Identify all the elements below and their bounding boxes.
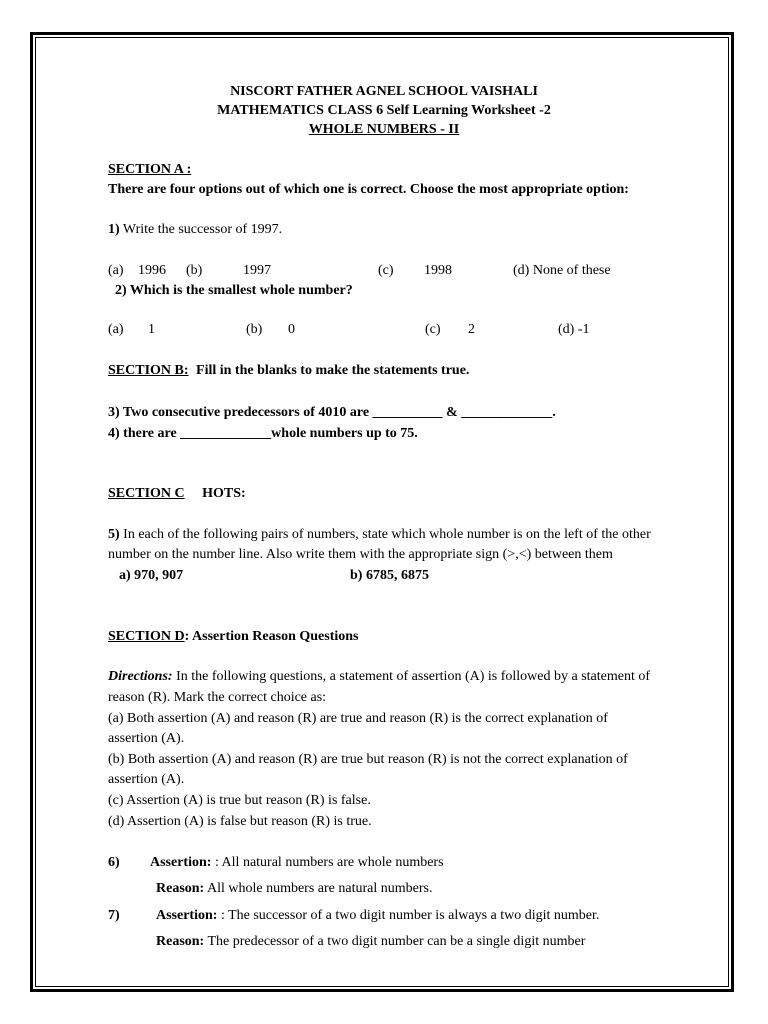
question-6-reason	[156, 881, 432, 897]
question-2	[115, 283, 353, 299]
q1-option-b-label: (b)	[186, 263, 203, 278]
question-2-number: 2)	[115, 283, 127, 298]
question-1	[108, 222, 282, 238]
question-5-part-a: a) 970, 907	[119, 568, 184, 583]
question-7-number: 7)	[108, 908, 120, 923]
question-6-assertion	[150, 855, 444, 871]
question-5-number: 5)	[108, 527, 120, 542]
q2-option-d-label: (d)	[558, 322, 575, 337]
question-6-number: 6)	[108, 855, 120, 870]
q7-reason-label: Reason:	[156, 934, 205, 949]
section-b-line	[108, 363, 469, 379]
section-d-title: : Assertion Reason Questions	[184, 629, 359, 644]
section-d-line	[108, 629, 359, 645]
choice-d: (d) Assertion (A) is false but reason (R) is true.	[108, 814, 372, 829]
choice-c: (c) Assertion (A) is true but reason (R) is false.	[108, 793, 371, 808]
worksheet-subject: MATHEMATICS CLASS 6 Self Learning Worksheet -2	[217, 103, 551, 118]
q1-option-a-value: 1996	[138, 263, 166, 278]
q6-assertion-label: Assertion:	[150, 855, 212, 870]
q2-option-c-label: (c)	[425, 322, 441, 337]
q1-option-d	[513, 263, 611, 279]
q7-assertion-text: : The successor of a two digit number is always a two digit number.	[220, 908, 600, 923]
directions-line-1	[108, 669, 650, 685]
question-3: 3) Two consecutive predecessors of 4010 are __________ & _____________.	[108, 405, 556, 420]
question-5-part-b: b) 6785, 6875	[350, 568, 429, 583]
q7-assertion-label: Assertion:	[156, 908, 218, 923]
section-b-heading: SECTION B:	[108, 363, 189, 378]
q2-option-d-value: -1	[577, 322, 590, 337]
question-4: 4) there are _____________whole numbers up to 75.	[108, 426, 418, 441]
q2-option-d	[558, 322, 590, 338]
q1-option-d-label: (d)	[513, 263, 530, 278]
question-2-text: Which is the smallest whole number?	[129, 283, 353, 298]
q1-option-d-value: None of these	[532, 263, 611, 278]
q7-reason-text: The predecessor of a two digit number can be a single digit number	[207, 934, 586, 949]
choice-a-line-1: (a) Both assertion (A) and reason (R) are true and reason (R) is the correct explanation of	[108, 711, 608, 726]
choice-b-line-2: assertion (A).	[108, 772, 185, 787]
section-a-instruction: There are four options out of which one is correct. Choose the most appropriate option:	[108, 182, 629, 197]
question-7-assertion	[156, 908, 599, 924]
choice-a-line-2: assertion (A).	[108, 731, 185, 746]
q6-reason-text: All whole numbers are natural numbers.	[206, 881, 433, 896]
section-a-heading: SECTION A :	[108, 162, 192, 177]
question-5-line-2: number on the number line. Also write them with the appropriate sign (>,<) between them	[108, 547, 613, 562]
q2-option-a-label: (a)	[108, 322, 124, 337]
section-d-heading: SECTION D	[108, 629, 185, 644]
question-1-number: 1)	[108, 222, 120, 237]
question-7-reason	[156, 934, 585, 950]
section-c-heading: SECTION C	[108, 486, 185, 501]
q1-option-c-label: (c)	[378, 263, 394, 278]
worksheet-topic: WHOLE NUMBERS - II	[308, 122, 460, 137]
q2-option-a-value: 1	[148, 322, 155, 337]
directions-text-1: In the following questions, a statement of assertion (A) is followed by a statement of	[176, 669, 651, 684]
q2-option-c-value: 2	[468, 322, 475, 337]
q6-reason-label: Reason:	[156, 881, 205, 896]
section-c-line	[108, 486, 246, 502]
page-border-inner	[35, 37, 729, 987]
q1-option-a-label: (a)	[108, 263, 124, 278]
question-5-line-1	[108, 527, 651, 543]
question-1-text: Write the successor of 1997.	[122, 222, 283, 237]
q2-option-b-label: (b)	[246, 322, 263, 337]
q2-option-b-value: 0	[288, 322, 295, 337]
section-b-instruction: Fill in the blanks to make the statements true.	[196, 363, 470, 378]
q1-option-b-value: 1997	[243, 263, 271, 278]
q1-option-c-value: 1998	[424, 263, 452, 278]
school-name: NISCORT FATHER AGNEL SCHOOL VAISHALI	[230, 84, 538, 99]
choice-b-line-1: (b) Both assertion (A) and reason (R) are true but reason (R) is not the correct explanation of	[108, 752, 628, 767]
directions-label: Directions:	[108, 669, 173, 684]
section-c-tag: HOTS:	[202, 486, 246, 501]
directions-line-2: reason (R). Mark the correct choice as:	[108, 690, 327, 705]
question-5-text-1: In each of the following pairs of numbers, state which whole number is on the left of the other	[123, 527, 651, 542]
q6-assertion-text: : All natural numbers are whole numbers	[214, 855, 444, 870]
